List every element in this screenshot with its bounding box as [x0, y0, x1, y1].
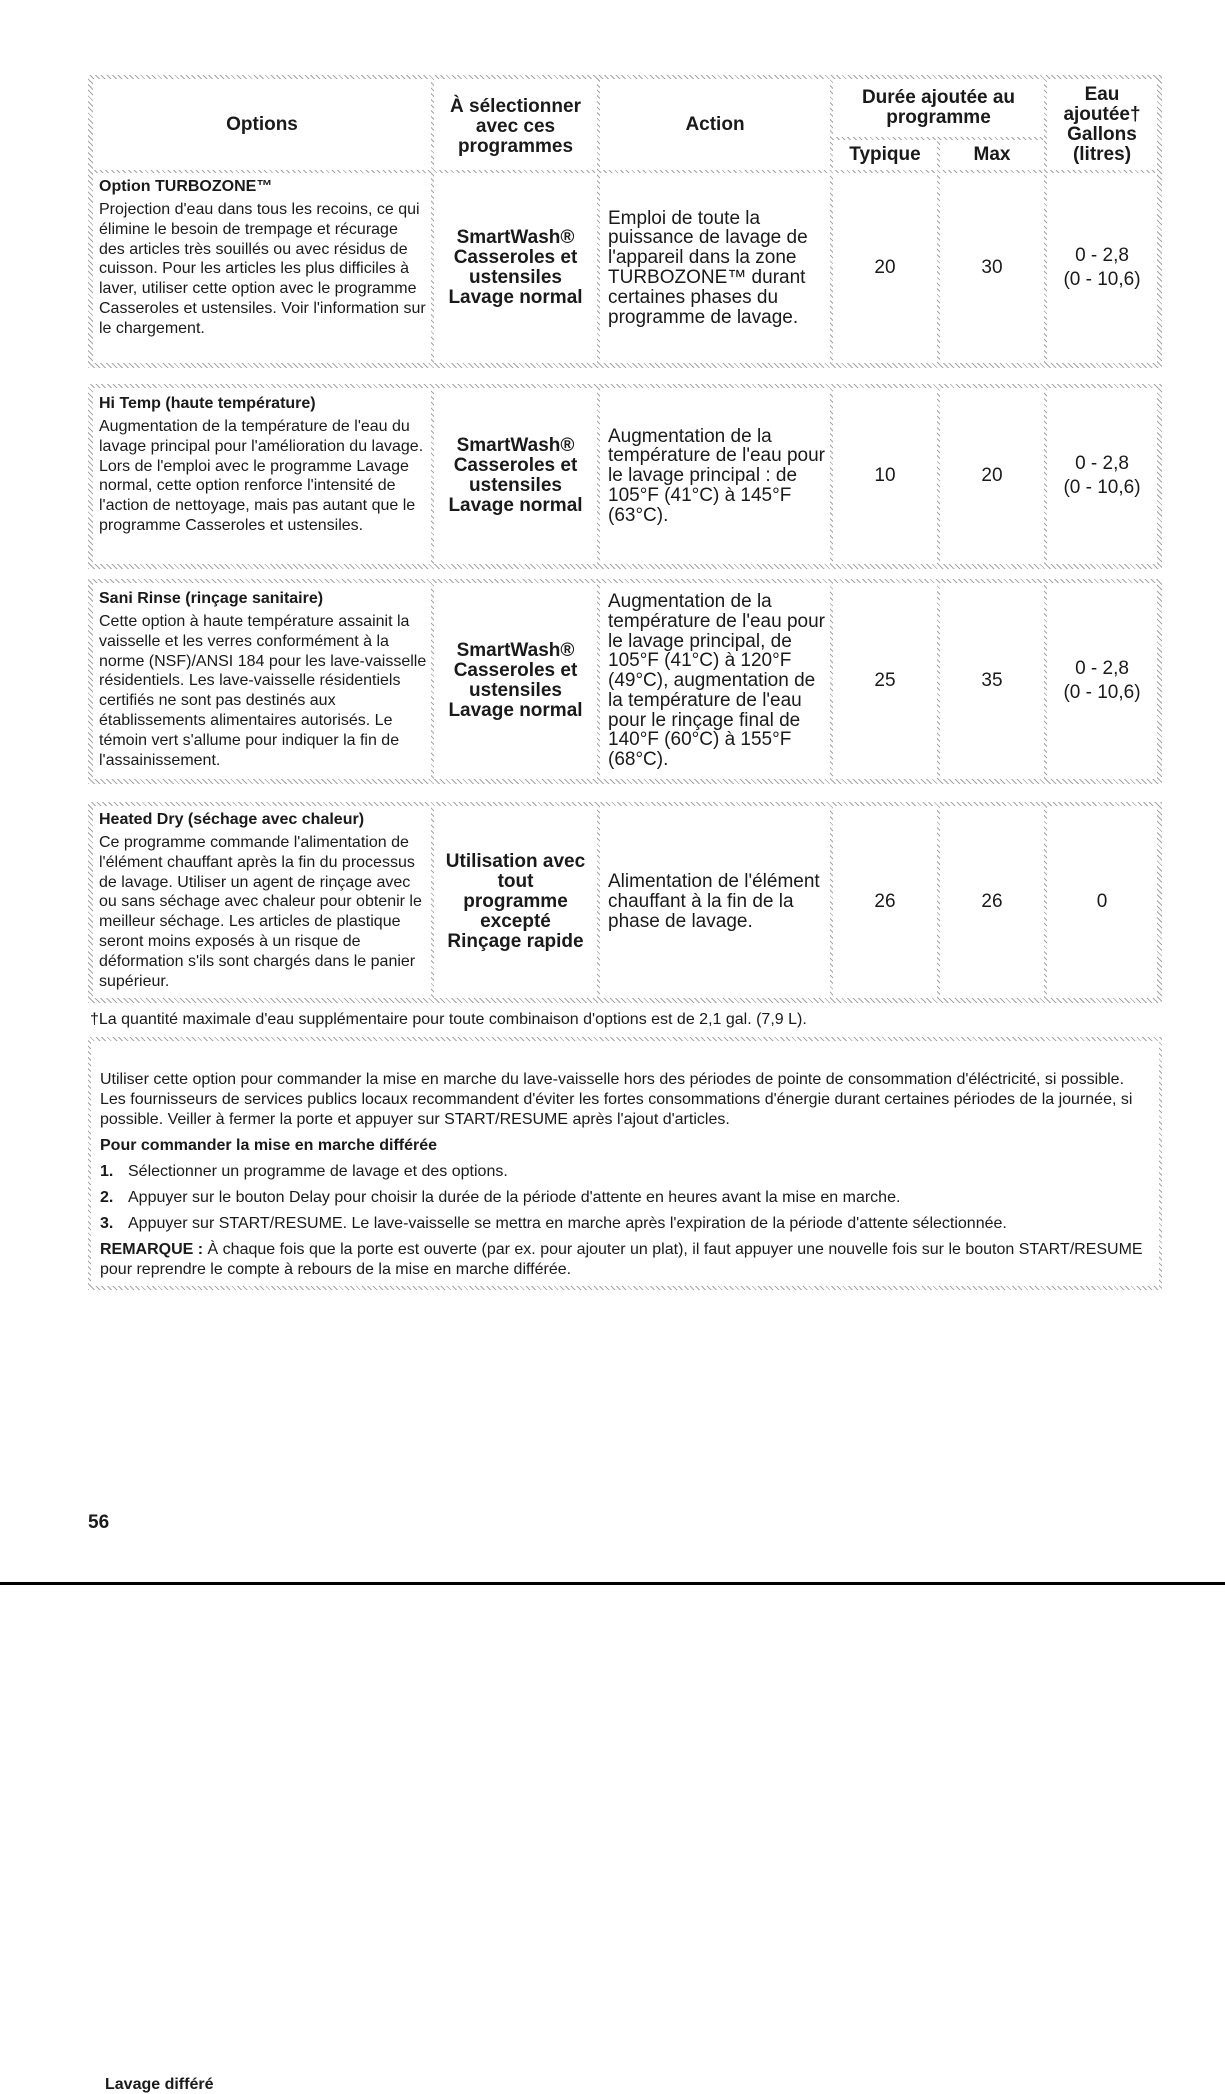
option-title: Hi Temp (haute température) [99, 395, 316, 412]
water-cell-sani-rinse: 0 - 2,8 (0 - 10,6) [1047, 583, 1157, 779]
option-cell-turbozone [93, 173, 431, 363]
option-title: Heated Dry (séchage avec chaleur) [99, 811, 365, 828]
option-description: Projection d'eau dans tous les recoins, ce qui élimine le besoin de trempage et récurage des articles très souillés ou avec résidus de cuisson. Pour les articles les plus difficiles à laver, utiliser cette option avec le programme Casseroles et ustensiles. Voir l'information sur le chargement. [99, 201, 426, 337]
delay-step-1 [100, 1162, 1150, 1182]
delay-wash-intro: Utiliser cette option pour commander la mise en marche du lave-vaisselle hors des périodes de pointe de consommation d'éléctricité, si possible. Les fournisseurs de services publics locaux recommandent d'éviter les fortes consommations d'énergie durant certaines périodes de la journée, si possible. Veiller à fermer la porte et appuyer sur START/RESUME après l'ajout d'articles. [100, 1071, 1133, 1128]
water-cell-hi-temp: 0 - 2,8 (0 - 10,6) [1047, 388, 1157, 564]
option-title: Option TURBOZONE™ [99, 178, 273, 195]
step-text: Sélectionner un programme de lavage et des options. [128, 1163, 508, 1180]
table-block-hi-temp [88, 384, 1162, 569]
header-duration: Durée ajoutée au programme [833, 79, 1044, 137]
step-text: Appuyer sur START/RESUME. Le lave-vaisselle se mettra en marche après l'expiration de la période d'attente sélectionnée. [128, 1215, 1007, 1232]
table-block-turbozone [88, 75, 1162, 368]
delay-wash-subhead: Pour commander la mise en marche différée [100, 1137, 438, 1154]
typical-cell-heated-dry: 26 [833, 806, 937, 998]
option-description: Cette option à haute température assainit la vaisselle et les verres conformément à la norme (NSF)/ANSI 184 pour les lave-vaisselle résidentiels. Les lave-vaisselle résidentiels certifiés ne sont pas destinés aux établissements alimentaires autorisés. Le témoin vert s'allume pour indiquer la fin de l'assainissement. [99, 613, 427, 769]
delay-step-3 [100, 1214, 1150, 1234]
option-description: Ce programme commande l'alimentation de l'élément chauffant après la fin du processus de lavage. Utiliser un agent de rinçage avec ou sans séchage avec chaleur pour obtenir le meilleur séchage. Les articles de plastique seront moins exposés à un risque de déformation s'ils sont chargés dans le panier supérieur. [99, 834, 422, 990]
option-cell-heated-dry [93, 806, 431, 998]
water-footnote: †La quantité maximale d'eau supplémentaire pour toute combinaison d'options est de 2,1 gal. (7,9 L). [90, 1011, 807, 1028]
option-description: Augmentation de la température de l'eau du lavage principal pour l'amélioration du lavage. Lors de l'emploi avec le programme Lavage normal, cette option renforce l'intensité de l'action de nettoyage, mais pas autant que le programme Casseroles et ustensiles. [99, 418, 424, 534]
max-cell-hi-temp: 20 [940, 388, 1044, 564]
typical-cell-hi-temp: 10 [833, 388, 937, 564]
note-text: À chaque fois que la porte est ouverte (par ex. pour ajouter un plat), il faut appuyer une nouvelle fois sur le bouton START/RESUME pour reprendre le compte à rebours de la mise en marche différée. [100, 1241, 1143, 1278]
typical-cell-sani-rinse: 25 [833, 583, 937, 779]
delay-note [100, 1240, 1150, 1280]
water-cell-heated-dry: 0 [1047, 806, 1157, 998]
programs-cell-hi-temp: SmartWash® Casseroles et ustensiles Lavage normal [434, 388, 597, 564]
action-cell-turbozone: Emploi de toute la puissance de lavage de l'appareil dans la zone TURBOZONE™ durant certaines phases du programme de lavage. [600, 173, 830, 363]
header-water: Eau ajoutée† Gallons (litres) [1047, 79, 1157, 170]
header-options: Options [93, 79, 431, 170]
option-title: Sani Rinse (rinçage sanitaire) [99, 590, 324, 607]
programs-cell-turbozone: SmartWash® Casseroles et ustensiles Lavage normal [434, 173, 597, 363]
delay-step-2 [100, 1188, 1150, 1208]
delay-wash-title: Lavage différé [102, 2076, 216, 2094]
action-cell-hi-temp: Augmentation de la température de l'eau pour le lavage principal : de 105°F (41°C) à 145°F (63°C). [600, 388, 830, 564]
header-select-programs: À sélectionner avec ces programmes [434, 79, 597, 170]
delay-wash-content [100, 1070, 1150, 1280]
table-block-sani-rinse [88, 579, 1162, 784]
table-block-heated-dry [88, 802, 1162, 1003]
typical-cell-turbozone: 20 [833, 173, 937, 363]
max-cell-sani-rinse: 35 [940, 583, 1044, 779]
header-action: Action [600, 79, 830, 170]
programs-cell-sani-rinse: SmartWash® Casseroles et ustensiles Lavage normal [434, 583, 597, 779]
step-number: 3. [100, 1215, 114, 1232]
max-cell-turbozone: 30 [940, 173, 1044, 363]
step-text: Appuyer sur le bouton Delay pour choisir la durée de la période d'attente en heures avant la mise en marche. [128, 1189, 901, 1206]
option-cell-hi-temp [93, 388, 431, 564]
programs-cell-heated-dry: Utilisation avec tout programme excepté Rinçage rapide [434, 806, 597, 998]
option-cell-sani-rinse [93, 583, 431, 779]
step-number: 1. [100, 1163, 114, 1180]
action-cell-heated-dry: Alimentation de l'élément chauffant à la fin de la phase de lavage. [600, 806, 830, 998]
max-cell-heated-dry: 26 [940, 806, 1044, 998]
header-typical: Typique [833, 140, 937, 170]
note-label: REMARQUE : [100, 1241, 204, 1258]
page-number: 56 [88, 1512, 110, 1533]
action-cell-sani-rinse: Augmentation de la température de l'eau pour le lavage principal, de 105°F (41°C) à 120°F (49°C), augmentation de la température de l'eau pour le rinçage final de 140°F (60°C) à 155°F (68°C). [600, 583, 830, 779]
water-cell-turbozone: 0 - 2,8 (0 - 10,6) [1047, 173, 1157, 363]
step-number: 2. [100, 1189, 114, 1206]
header-max: Max [940, 140, 1044, 170]
